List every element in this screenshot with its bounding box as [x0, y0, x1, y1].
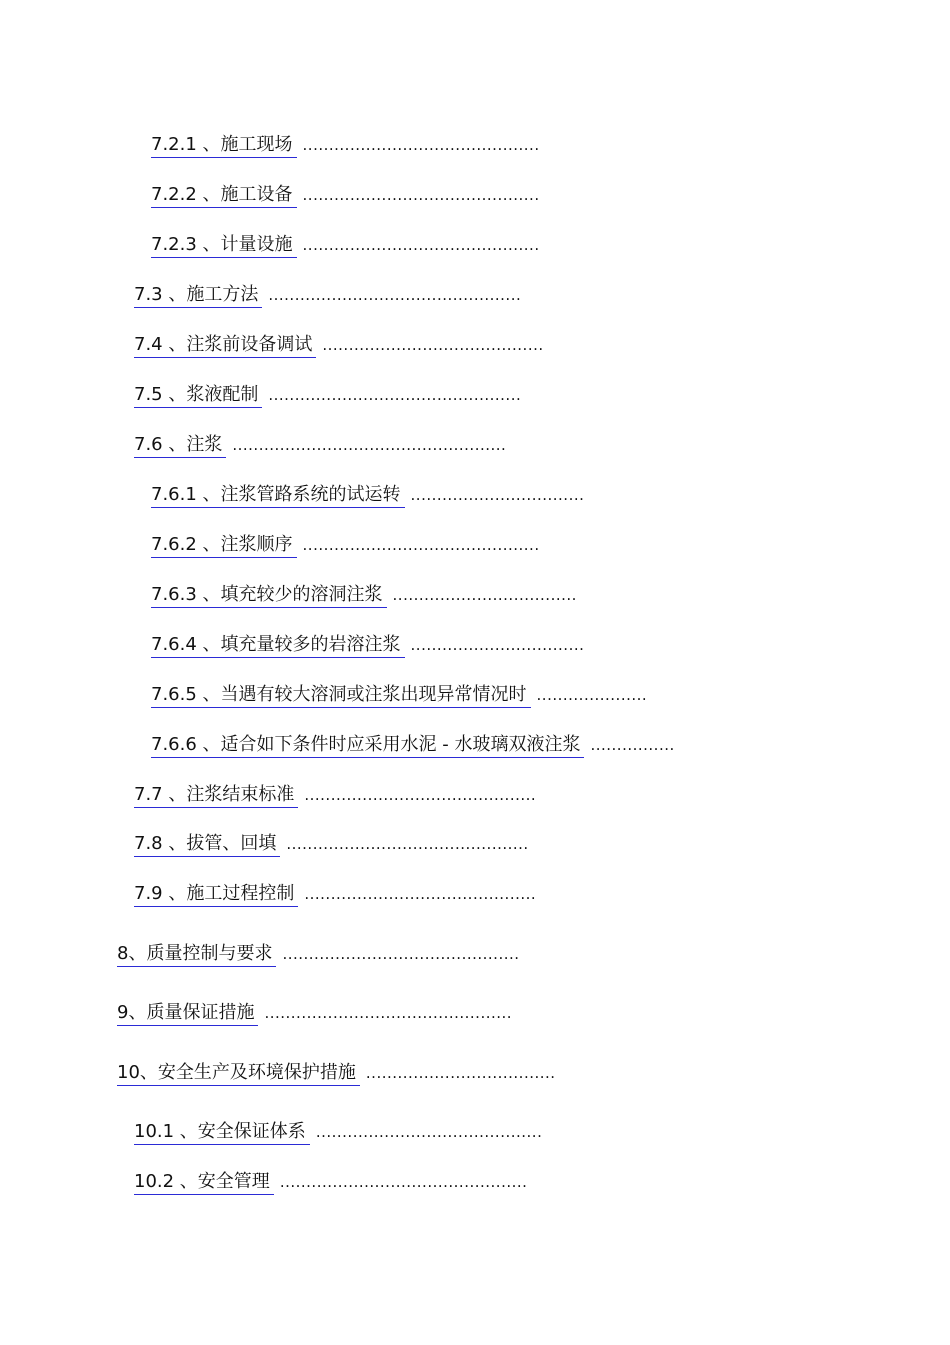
toc-entry-7-2-2[interactable] [151, 181, 540, 209]
toc-leader-dots: ................................................ [268, 286, 522, 304]
toc-entry-8[interactable] [117, 940, 520, 968]
toc-entry-7-3[interactable] [134, 281, 521, 309]
toc-entry-7-4[interactable] [134, 331, 544, 359]
toc-entry-10-1[interactable] [134, 1118, 542, 1146]
toc-link[interactable]: 7.3 、施工方法 [134, 283, 262, 308]
toc-entry-7-6[interactable] [134, 431, 506, 459]
toc-link[interactable]: 7.6.4 、填充量较多的岩溶注浆 [151, 633, 405, 658]
toc-leader-dots: ............................................ [304, 885, 537, 903]
toc-link[interactable]: 7.6 、注浆 [134, 433, 226, 458]
toc-link[interactable]: 8、质量控制与要求 [117, 942, 276, 967]
toc-entry-7-2-1[interactable] [151, 131, 540, 159]
toc-link[interactable]: 10、安全生产及环境保护措施 [117, 1061, 360, 1086]
toc-link[interactable]: 7.2.2 、施工设备 [151, 183, 297, 208]
toc-entry-7-6-6[interactable] [151, 731, 675, 759]
toc-leader-dots: .................................................... [232, 436, 507, 454]
toc-leader-dots: ................................... [392, 586, 577, 604]
toc-entry-9[interactable] [117, 999, 512, 1027]
toc-leader-dots: ........................................... [315, 1123, 543, 1141]
toc-leader-dots: ................................. [410, 636, 585, 654]
toc-leader-dots: ................................................ [268, 386, 522, 404]
toc-entry-7-2-3[interactable] [151, 231, 540, 259]
toc-link[interactable]: 7.5 、浆液配制 [134, 383, 262, 408]
toc-leader-dots: .............................................. [286, 835, 529, 853]
toc-leader-dots: ............................................. [302, 136, 540, 154]
toc-link[interactable]: 7.8 、拔管、回填 [134, 832, 280, 857]
toc-leader-dots: ................ [590, 736, 675, 754]
toc-leader-dots: ............................................... [264, 1004, 513, 1022]
toc-link[interactable]: 7.9 、施工过程控制 [134, 882, 298, 907]
toc-leader-dots: .................................... [365, 1064, 556, 1082]
toc-leader-dots: ............................................ [304, 786, 537, 804]
toc-leader-dots: ..................... [536, 686, 648, 704]
toc-leader-dots: ............................................. [302, 536, 540, 554]
toc-entry-7-5[interactable] [134, 381, 521, 409]
toc-link[interactable]: 7.4 、注浆前设备调试 [134, 333, 316, 358]
toc-link[interactable]: 7.6.5 、当遇有较大溶洞或注浆出现异常情况时 [151, 683, 531, 708]
toc-link[interactable]: 9、质量保证措施 [117, 1001, 258, 1026]
toc-link[interactable]: 7.6.2 、注浆顺序 [151, 533, 297, 558]
toc-entry-10[interactable] [117, 1059, 556, 1087]
toc-entry-7-6-4[interactable] [151, 631, 584, 659]
toc-leader-dots: ................................. [410, 486, 585, 504]
toc-leader-dots: .......................................... [322, 336, 544, 354]
toc-entry-7-6-2[interactable] [151, 531, 540, 559]
toc-leader-dots: ............................................... [279, 1173, 528, 1191]
toc-entry-10-2[interactable] [134, 1168, 527, 1196]
toc-entry-7-8[interactable] [134, 830, 529, 858]
toc-link[interactable]: 7.2.3 、计量设施 [151, 233, 297, 258]
toc-leader-dots: ............................................. [302, 186, 540, 204]
toc-entry-7-6-5[interactable] [151, 681, 647, 709]
toc-leader-dots: ............................................. [282, 945, 520, 963]
toc-link[interactable]: 7.6.3 、填充较少的溶洞注浆 [151, 583, 387, 608]
toc-entry-7-9[interactable] [134, 880, 536, 908]
toc-leader-dots: ............................................. [302, 236, 540, 254]
toc-link[interactable]: 10.1 、安全保证体系 [134, 1120, 310, 1145]
toc-entry-7-6-1[interactable] [151, 481, 584, 509]
toc-link[interactable]: 7.6.6 、适合如下条件时应采用水泥 - 水玻璃双液注浆 [151, 733, 584, 758]
toc-entry-7-7[interactable] [134, 781, 536, 809]
toc-entry-7-6-3[interactable] [151, 581, 577, 609]
toc-link[interactable]: 7.2.1 、施工现场 [151, 133, 297, 158]
toc-link[interactable]: 7.6.1 、注浆管路系统的试运转 [151, 483, 405, 508]
toc-link[interactable]: 7.7 、注浆结束标准 [134, 783, 298, 808]
toc-link[interactable]: 10.2 、安全管理 [134, 1170, 274, 1195]
